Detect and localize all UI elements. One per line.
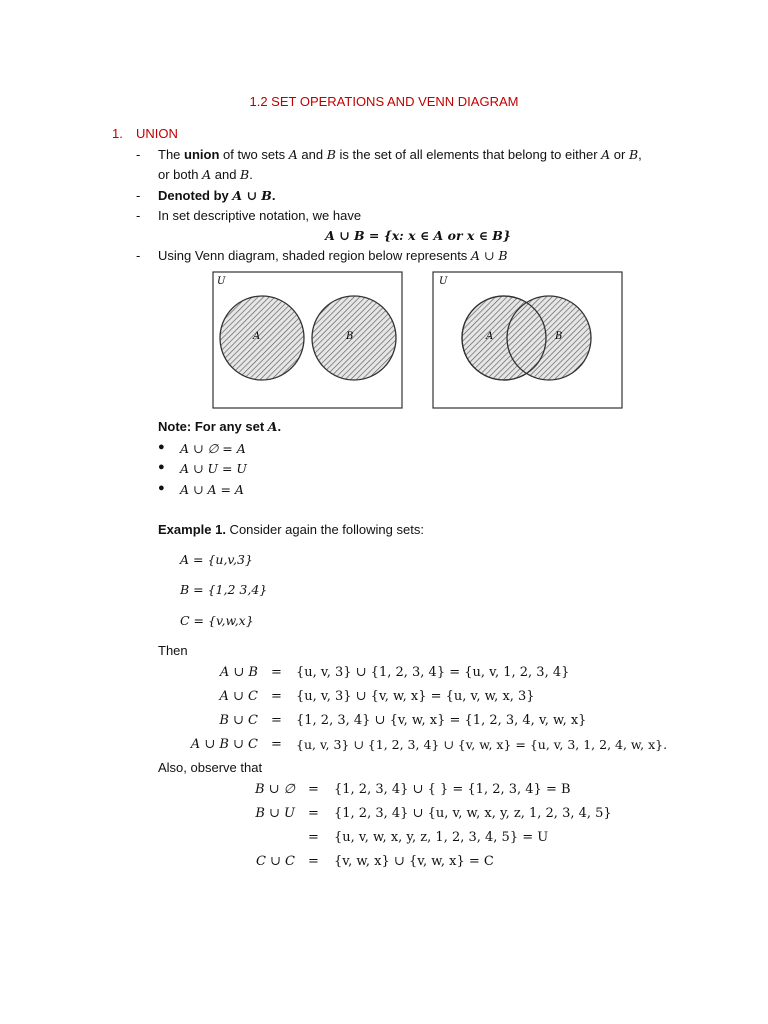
note-heading — [158, 419, 281, 434]
observation-row — [0, 854, 768, 874]
note-set: A — [267, 419, 278, 434]
observation-lhs: B ∪ U — [255, 806, 295, 821]
equals-sign: = — [308, 806, 319, 821]
venn-intro-expression: A ∪ B — [470, 248, 508, 263]
observation-rhs: {v, w, x} ∪ {v, w, x} = C — [334, 854, 494, 869]
bullet-dot: ● — [158, 461, 165, 473]
denoted-label: Denoted by — [158, 188, 233, 203]
note-identity: A ∪ U = U — [180, 461, 247, 476]
result-rhs: {1, 2, 3, 4} ∪ {v, w, x} = {1, 2, 3, 4, v, w, x} — [296, 713, 587, 728]
result-row — [0, 689, 768, 709]
note-identity: A ∪ ∅ = A — [180, 441, 246, 456]
circle-b — [312, 296, 396, 380]
equals-sign: = — [271, 713, 282, 728]
set-b-label: B — [555, 331, 563, 342]
set-definition: A = {u,v,3} — [180, 552, 253, 567]
set-a: A — [601, 147, 611, 162]
descriptive-text: In set descriptive notation, we have — [158, 208, 362, 223]
def-text: is the set of all elements that belong to either — [335, 147, 602, 162]
note-heading-end: . — [277, 419, 282, 434]
result-lhs: A ∪ C — [219, 689, 258, 704]
bullet-dot: ● — [158, 441, 165, 453]
def-text: . — [249, 167, 253, 182]
result-lhs: A ∪ B — [219, 665, 258, 680]
def-text: The — [158, 147, 185, 162]
set-definition: B = {1,2 3,4} — [180, 582, 268, 597]
set-a: A — [288, 147, 298, 162]
dash-marker: - — [136, 147, 141, 162]
set-b: B — [240, 167, 250, 182]
example-text: Consider again the following sets: — [225, 522, 424, 537]
def-text: of two sets — [219, 147, 289, 162]
venn-intro-label: Using Venn diagram, shaded region below represents — [158, 248, 471, 263]
equals-sign: = — [271, 665, 282, 680]
result-rhs: {u, v, 3} ∪ {v, w, x} = {u, v, w, x, 3} — [296, 689, 535, 704]
venn-right — [433, 272, 622, 408]
observation-rhs: {1, 2, 3, 4} ∪ { } = {1, 2, 3, 4} = B — [334, 782, 571, 797]
section-name: UNION — [136, 126, 178, 141]
universe-label: U — [439, 276, 448, 287]
dash-marker: - — [136, 188, 141, 203]
result-lhs: A ∪ B ∪ C — [190, 737, 258, 752]
then-label: Then — [158, 643, 188, 658]
observation-row — [0, 782, 768, 802]
def-text: and — [211, 167, 241, 182]
universe-label: U — [217, 276, 226, 287]
circle-a — [220, 296, 304, 380]
def-text: and — [297, 147, 327, 162]
note-identity: A ∪ A = A — [180, 482, 244, 497]
dash-marker: - — [136, 208, 141, 223]
bullet-dot: ● — [158, 482, 165, 494]
set-b: B — [628, 147, 639, 162]
equals-sign: = — [308, 782, 319, 797]
observation-lhs: C ∪ C — [255, 854, 295, 869]
note-heading-text: Note: For any set — [158, 419, 268, 434]
set-a: A — [202, 167, 212, 182]
observation-row — [0, 830, 768, 850]
venn-left — [213, 272, 402, 408]
def-text: , — [638, 147, 642, 162]
set-a-label: A — [486, 331, 494, 342]
section-number: 1. — [112, 126, 123, 141]
observation-lhs: B ∪ ∅ — [254, 782, 295, 797]
result-row — [0, 737, 768, 757]
observe-label: Also, observe that — [158, 760, 263, 775]
venn-diagrams — [0, 0, 768, 420]
observation-rhs: {1, 2, 3, 4} ∪ {u, v, w, x, y, z, 1, 2, 3, 4, 5} — [334, 806, 612, 821]
denoted-end: . — [271, 188, 276, 203]
result-rhs: {u, v, 3} ∪ {1, 2, 3, 4} = {u, v, 1, 2, 3, 4} — [296, 665, 570, 680]
def-term: union — [184, 147, 220, 162]
result-row — [0, 713, 768, 733]
result-rhs: {u, v, 3} ∪ {1, 2, 3, 4} ∪ {v, w, x} = {u, v, 3, 1, 2, 4, w, x}. — [296, 737, 668, 752]
set-b: B — [326, 147, 336, 162]
circle-b — [507, 296, 591, 380]
equals-sign: = — [308, 830, 319, 845]
equals-sign: = — [271, 689, 282, 704]
set-b-label: B — [346, 331, 354, 342]
observation-row — [0, 806, 768, 826]
result-lhs: B ∪ C — [219, 713, 258, 728]
set-a-label: A — [253, 331, 261, 342]
def-text: or both — [158, 167, 203, 182]
example-label: Example 1. — [158, 522, 226, 537]
union-formula: A ∪ B = {x: x ∈ A or x ∈ B} — [325, 228, 511, 243]
equals-sign: = — [271, 737, 282, 752]
set-definition: C = {v,w,x} — [180, 613, 254, 628]
example-heading — [158, 522, 424, 537]
observation-rhs: {u, v, w, x, y, z, 1, 2, 3, 4, 5} = U — [334, 830, 549, 845]
result-row — [0, 665, 768, 685]
equals-sign: = — [308, 854, 319, 869]
page-title: 1.2 SET OPERATIONS AND VENN DIAGRAM — [249, 94, 519, 109]
denoted-expression: A ∪ B — [232, 188, 272, 203]
def-text: or — [610, 147, 629, 162]
dash-marker: - — [136, 248, 141, 263]
